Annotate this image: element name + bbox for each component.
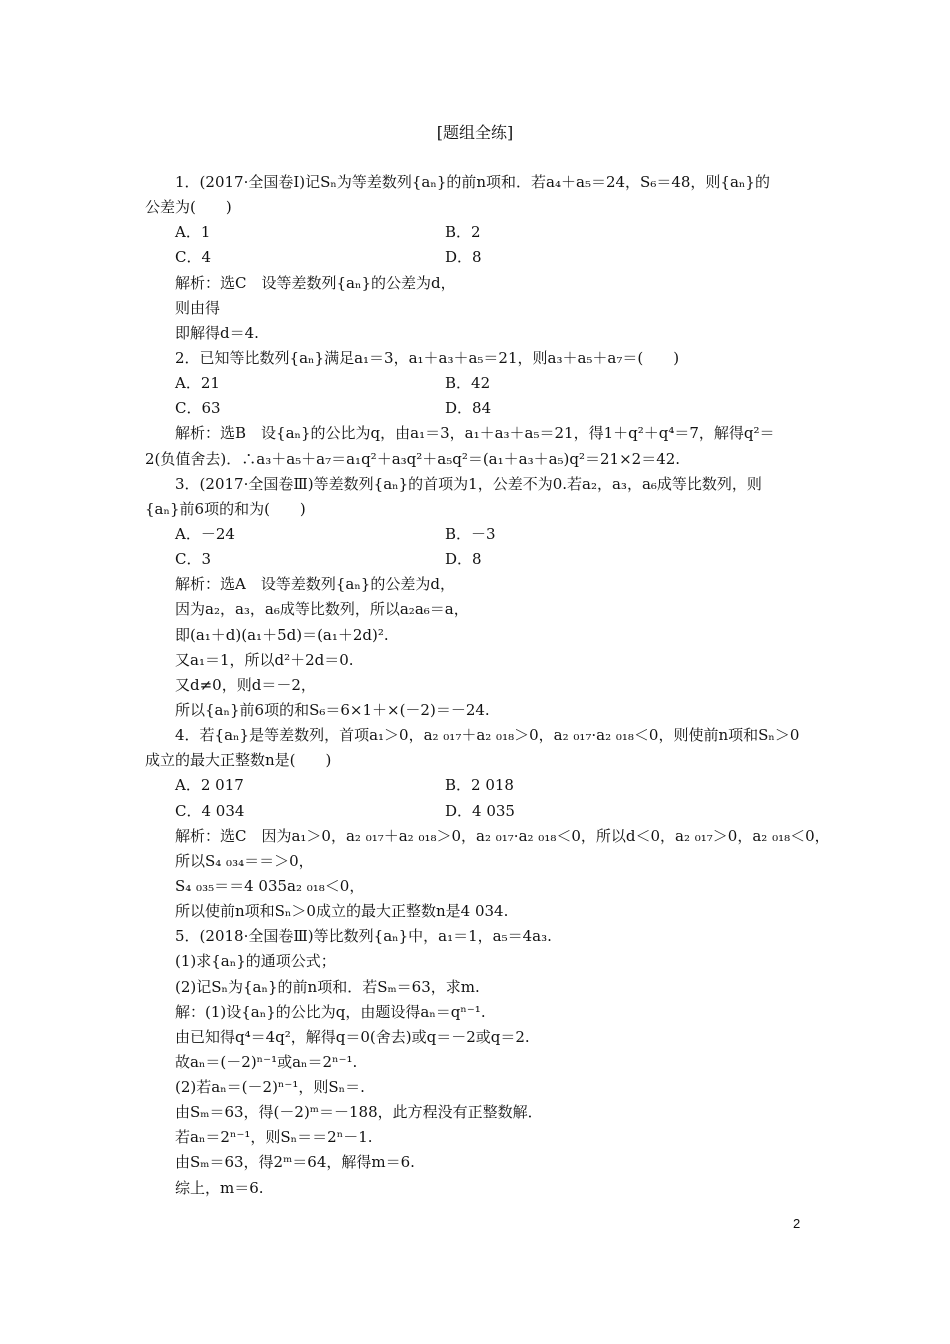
q1-choice-b: B．2 [445,223,481,242]
q1-solution: 解析：选C 设等差数列{aₙ}的公差为d， [175,273,456,292]
page-number: 2 [793,1216,801,1231]
q1-choice-d: D．8 [445,248,482,267]
q2-choices-cd [145,396,810,421]
q5-solution-line: 由Sₘ＝63，得(－2)ᵐ＝－188，此方程没有正整数解． [175,1103,543,1122]
q3-choice-a: A．－24 [175,524,235,543]
q4-solution-line: S₄ ₀₃₅＝＝4 035a₂ ₀₁₈＜0， [175,876,365,895]
q1-choices-cd [145,245,810,270]
q3-choices-ab [145,522,810,547]
exercise-content [145,170,830,1201]
q3-solution: 解析：选A 设等差数列{aₙ}的公差为d， [175,575,455,594]
q3-stem: 3．(2017·全国卷Ⅲ)等差数列{aₙ}的首项为1，公差不为0.若a₂，a₃，a₆成等比数列，则 [175,474,762,493]
q1-stem: 1．(2017·全国卷Ⅰ)记Sₙ为等差数列{aₙ}的前n项和．若a₄＋a₅＝24，S₆＝48，则{aₙ}的 [175,173,770,191]
q4-stem: 4．若{aₙ}是等差数列，首项a₁＞0，a₂ ₀₁₇＋a₂ ₀₁₈＞0，a₂ ₀₁₇·a₂ ₀₁₈＜0，则使前n项和Sₙ＞0 [175,726,800,745]
q2-solution-line: 2(负值舍去)．∴a₃＋a₅＋a₇＝a₁q²＋a₃q²＋a₅q²＝(a₁＋a₃＋a₅)q²＝21×2＝42. [145,449,681,468]
q5-solution-line: 若aₙ＝2ⁿ⁻¹，则Sₙ＝＝2ⁿ－1. [175,1128,373,1147]
q1-choice-a: A．1 [175,223,211,242]
q3-solution-line: 即(a₁＋d)(a₁＋5d)＝(a₁＋2d)². [175,625,389,644]
q3-choice-c: C．3 [175,550,212,569]
q1-solution-line: 则由得 [175,298,221,317]
q4-choice-a: A．2 017 [175,776,244,795]
q1-solution-line: 即解得d＝4. [175,323,259,342]
q1-stem-cont: 公差为( ) [145,198,232,217]
q3-solution-line: 所以{aₙ}前6项的和S₆＝6×1＋×(－2)＝－24. [175,700,490,719]
q3-solution-line: 又d≠0，则d＝－2， [175,675,316,694]
q3-solution-line: 因为a₂，a₃，a₆成等比数列，所以a₂a₆＝a， [175,600,469,619]
q4-stem-cont: 成立的最大正整数n是( ) [145,751,332,770]
q2-solution: 解析：选B 设{aₙ}的公比为q，由a₁＝3，a₁＋a₃＋a₅＝21，得1＋q²＋q⁴＝7，解得q²＝ [175,424,775,443]
q4-solution: 解析：选C 因为a₁＞0，a₂ ₀₁₇＋a₂ ₀₁₈＞0，a₂ ₀₁₇·a₂ ₀₁₈＜0，所以d＜0，a₂ ₀₁₇＞0，a₂ ₀₁₈＜0， [175,826,830,845]
q4-choice-d: D．4 035 [445,801,515,820]
q3-choices-cd [145,547,810,572]
q5-part-2: (2)记Sₙ为{aₙ}的前n项和．若Sₘ＝63，求m. [175,977,480,996]
q4-choice-c: C．4 034 [175,801,245,820]
q2-choice-c: C．63 [175,399,221,418]
q5-solution-line: 综上，m＝6. [175,1178,264,1197]
q5-solution-line: 由已知得q⁴＝4q²，解得q＝0(舍去)或q＝－2或q＝2. [175,1027,530,1046]
q4-solution-line: 所以S₄ ₀₃₄＝＝＞0， [175,851,314,870]
q3-solution-line: 又a₁＝1，所以d²＋2d＝0. [175,650,354,669]
section-title: [题组全练] [436,123,514,142]
q1-choices-ab [145,220,810,245]
q5-stem: 5．(2018·全国卷Ⅲ)等比数列{aₙ}中，a₁＝1，a₅＝4a₃. [175,927,552,946]
q4-choices-cd [145,799,810,824]
q1-choice-c: C．4 [175,248,212,267]
q4-choices-ab [145,773,810,798]
q3-choice-d: D．8 [445,550,482,569]
q2-choice-d: D．84 [445,399,492,418]
q5-solution-line: (2)若aₙ＝(－2)ⁿ⁻¹，则Sₙ＝. [175,1078,365,1097]
q2-stem: 2．已知等比数列{aₙ}满足a₁＝3，a₁＋a₃＋a₅＝21，则a₃＋a₅＋a₇＝( ) [175,348,680,367]
q5-part-1: (1)求{aₙ}的通项公式； [175,952,336,971]
q3-stem-cont: {aₙ}前6项的和为( ) [145,499,306,518]
q5-solution-line: 故aₙ＝(－2)ⁿ⁻¹或aₙ＝2ⁿ⁻¹. [175,1052,358,1071]
q5-solution: 解：(1)设{aₙ}的公比为q，由题设得aₙ＝qⁿ⁻¹. [175,1002,486,1021]
q2-choices-ab [145,371,810,396]
q2-choice-a: A．21 [175,374,220,393]
q4-solution-line: 所以使前n项和Sₙ＞0成立的最大正整数n是4 034. [175,902,509,921]
q2-choice-b: B．42 [445,374,491,393]
q4-choice-b: B．2 018 [445,776,514,795]
q5-solution-line: 由Sₘ＝63，得2ᵐ＝64，解得m＝6. [175,1153,415,1172]
q3-choice-b: B．－3 [445,524,496,543]
